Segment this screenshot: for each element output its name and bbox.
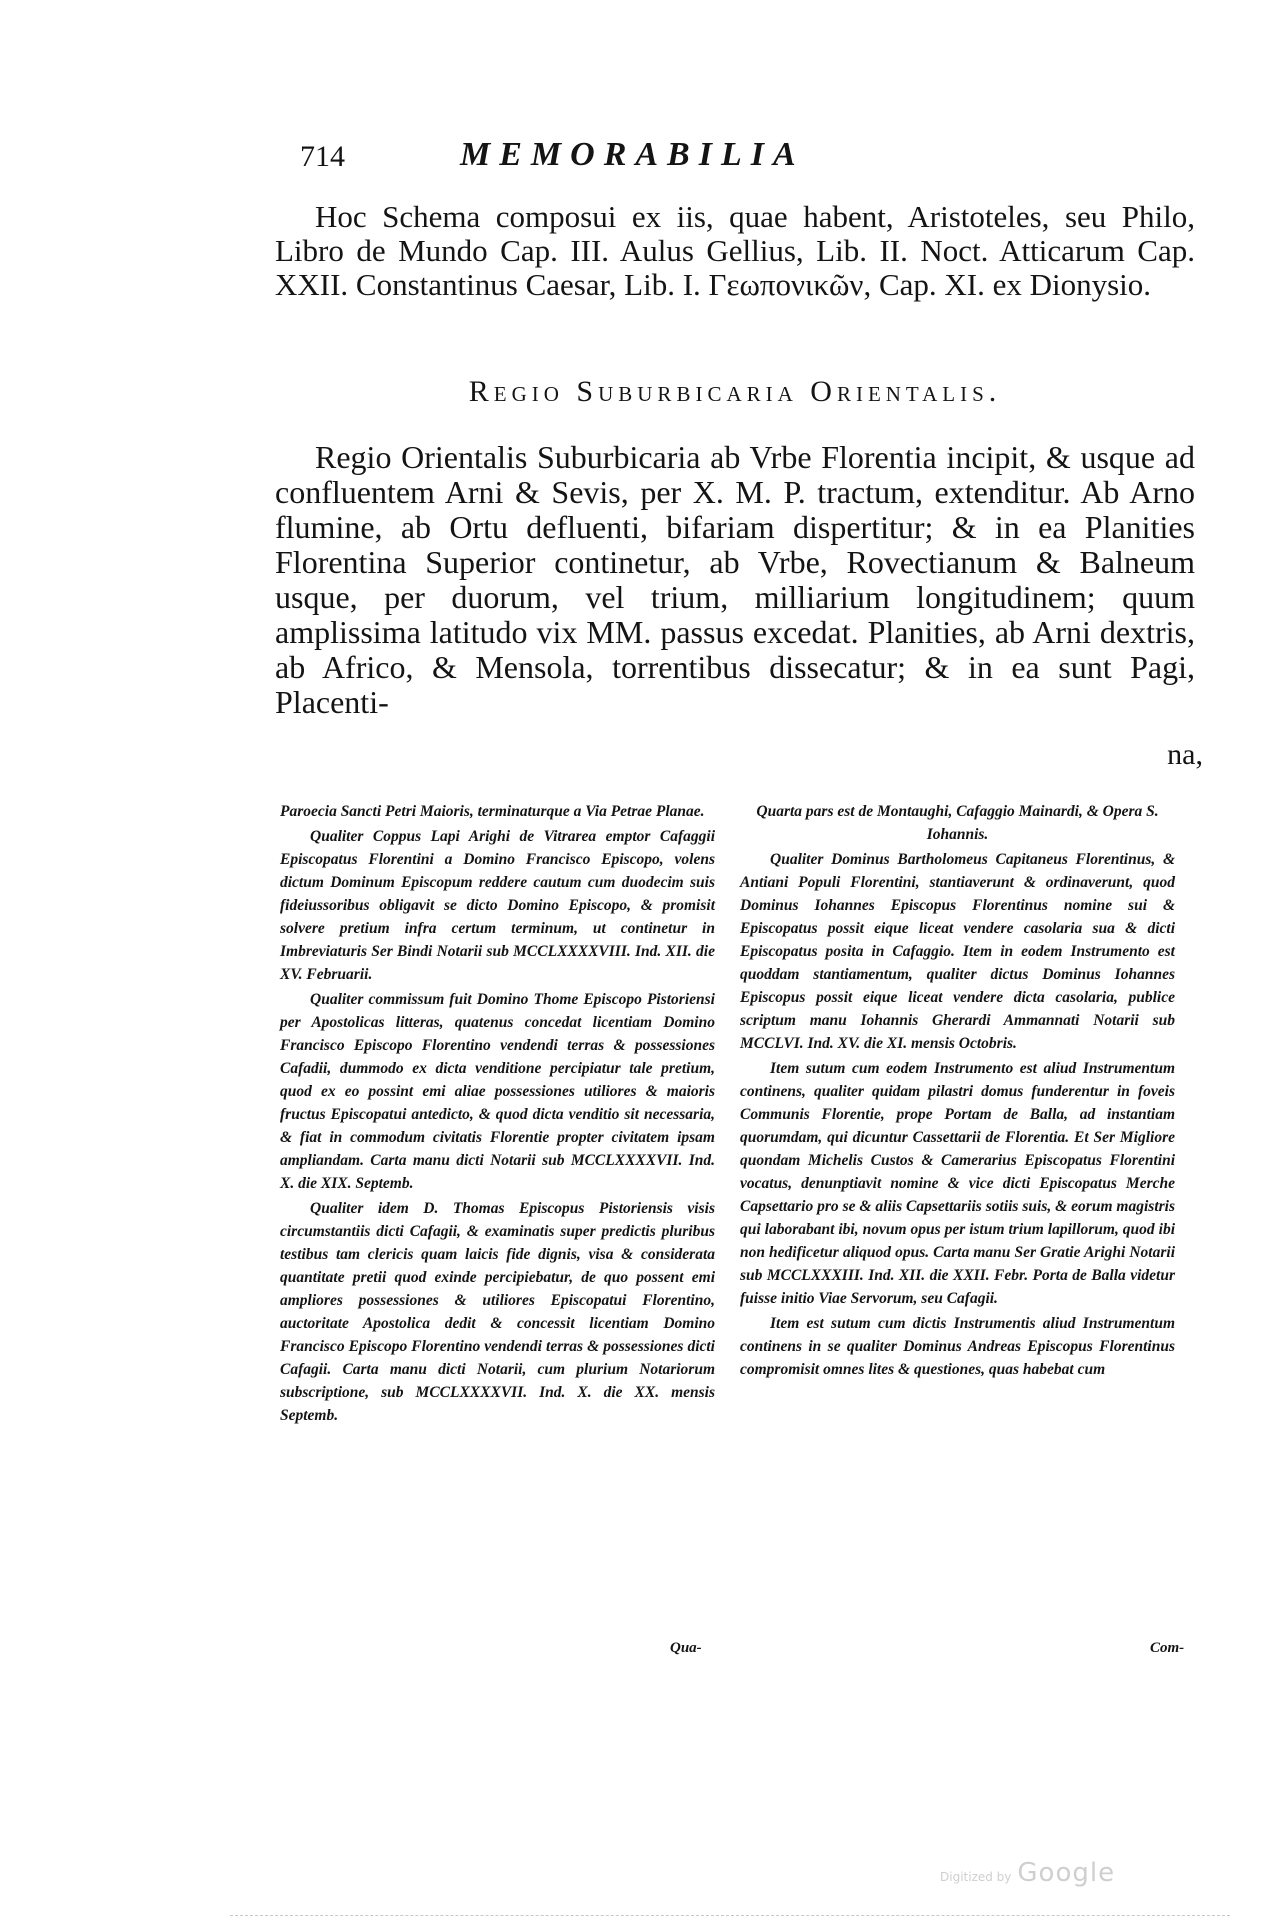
notes-right-column [740, 800, 1175, 1383]
note-paragraph: Qualiter commissum fuit Domino Thome Episcopo Pistoriensi per Apostolicas litteras, quatenus concedat licentiam Domino Francisco Episcopo Florentino vendendi terras & possessiones Cafadii, dummodo ex dicta venditione percipiatur tale pretium, quod ex eo possint emi aliae possessiones utiliores & maioris fructus Episcopatui antedicto, & quod dicta venditio sit necessaria, & fiat in commodum civitatis Florentie propter civitatem ipsam ampliandam. Carta manu dicti Notarii sub MCCLXXXXVII. Ind. X. die XIX. Septemb. [280, 991, 715, 1192]
digitization-watermark [940, 1858, 1115, 1888]
right-column-catchword: Com- [1150, 1640, 1185, 1656]
note-paragraph: Quarta pars est de Montaughi, Cafaggio Mainardi, & Opera S. Iohannis. [756, 803, 1159, 843]
page-header [300, 136, 1060, 190]
watermark-prefix: Digitized by [940, 1870, 1012, 1884]
intro-paragraph: Hoc Schema composui ex iis, quae habent, Aristoteles, seu Philo, Libro de Mundo Cap. III. Aulus Gellius, Lib. II. Noct. Atticarum Cap. XXII. Constantinus Caesar, Lib. I. Γεωπονικῶν, Cap. XI. ex Dionysio. [275, 199, 1195, 302]
running-title: MEMORABILIA [460, 136, 805, 173]
note-paragraph: Qualiter Coppus Lapi Arighi de Vitrarea emptor Cafaggii Episcopatus Florentini a Domino Francisco Episcopo, volens dictum Dominum Episcopum reddere cautum cum duodecim suis fideiussoribus obligavit se dicto Domino Episcopo, & promisit solvere pretium infra certum terminum, ut continetur in Imbreviaturis Ser Bindi Notarii sub MCCLXXXXVIII. Ind. XII. die XV. Februarii. [280, 828, 715, 983]
note-paragraph: Item est sutum cum dictis Instrumentis aliud Instrumentum continens in se qualiter Dominus Andreas Episcopus Florentinus compromisit omnes lites & questiones, quas habebat cum [740, 1315, 1175, 1378]
section-heading: Regio Suburbicaria Orientalis. [468, 375, 1002, 408]
left-column-catchword: Qua- [670, 1640, 702, 1656]
page-bottom-rule [230, 1915, 1230, 1916]
section-body: Regio Orientalis Suburbicaria ab Vrbe Florentia incipit, & usque ad confluentem Arni & Sevis, per X. M. P. tractum, extenditur. Ab Arno flumine, ab Ortu defluenti, bifariam dispertitur; & in ea Planities Florentina Superior continetur, ab Vrbe, Rovectianum & Balneum usque, per duorum, vel trium, milliarium longitudinem; quum amplissima latitudo vix MM. passus excedat. Planities, ab Arni dextris, ab Africo, & Mensola, torrentibus dissecatur; & in ea sunt Pagi, Placenti- [275, 439, 1195, 720]
note-paragraph: Qualiter Dominus Bartholomeus Capitaneus Florentinus, & Antiani Populi Florentini, stantiaverunt & ordinaverunt, quod Dominus Iohannes Episcopus Florentinus nomine sui & Episcopatus possit eique liceat vendere casolaria sua & dicti Episcopatus posita in Cafaggio. Item in eodem Instrumento est quoddam stantiamentum, qualiter dictus Dominus Iohannes Episcopus possit eique liceat vendere dicta casolaria, publice scriptum manu Iohannis Gherardi Ammannati Notarii sub MCCLVI. Ind. XV. die XI. mensis Octobris. [740, 851, 1175, 1052]
notes-left-column [280, 800, 715, 1429]
page-number: 714 [300, 140, 345, 173]
note-paragraph: Qualiter idem D. Thomas Episcopus Pistoriensis visis circumstantiis dicti Cafagii, & examinatis super predictis pluribus testibus tam clericis quam laicis fide dignis, visa & considerata quantitate pretii quod exinde percipiebatur, de quo possent emi ampliores possessiones & utiliores Episcopatui Florentino, auctoritate Apostolica dedit & concessit licentiam Domino Francisco Episcopo Florentino vendendi terras & possessiones dicti Cafagii. Carta manu dicti Notarii, cum plurium Notariorum subscriptione, sub MCCLXXXXVII. Ind. X. die XX. mensis Septemb. [280, 1200, 715, 1424]
watermark-brand: Google [1017, 1858, 1116, 1888]
note-paragraph: Paroecia Sancti Petri Maioris, terminaturque a Via Petrae Planae. [280, 803, 705, 820]
note-paragraph: Item sutum cum eodem Instrumento est aliud Instrumentum continens, qualiter quidam pilastri domus funderentur in foveis Communis Florentie, prope Portam de Balla, ad instantiam quorumdam, qui dicuntur Cassettarii de Florentia. Et Ser Migliore quondam Michelis Custos & Camerarius Episcopatus Florentini vocatus, denunptiavit nomine & vice dicti Episcopatus Merche Capsettario pro se & aliis Capsettariis sotiis suis, & eorum magistris qui laborabant ibi, novum opus per istum trium lapillorum, quod ibi non hedificetur aliquod opus. Carta manu Ser Gratie Arighi Notarii sub MCCLXXXIII. Ind. XII. die XXII. Febr. Porta de Balla videtur fuisse initio Viae Servorum, seu Cafagii. [740, 1060, 1175, 1307]
main-catchword: na, [1167, 738, 1203, 771]
